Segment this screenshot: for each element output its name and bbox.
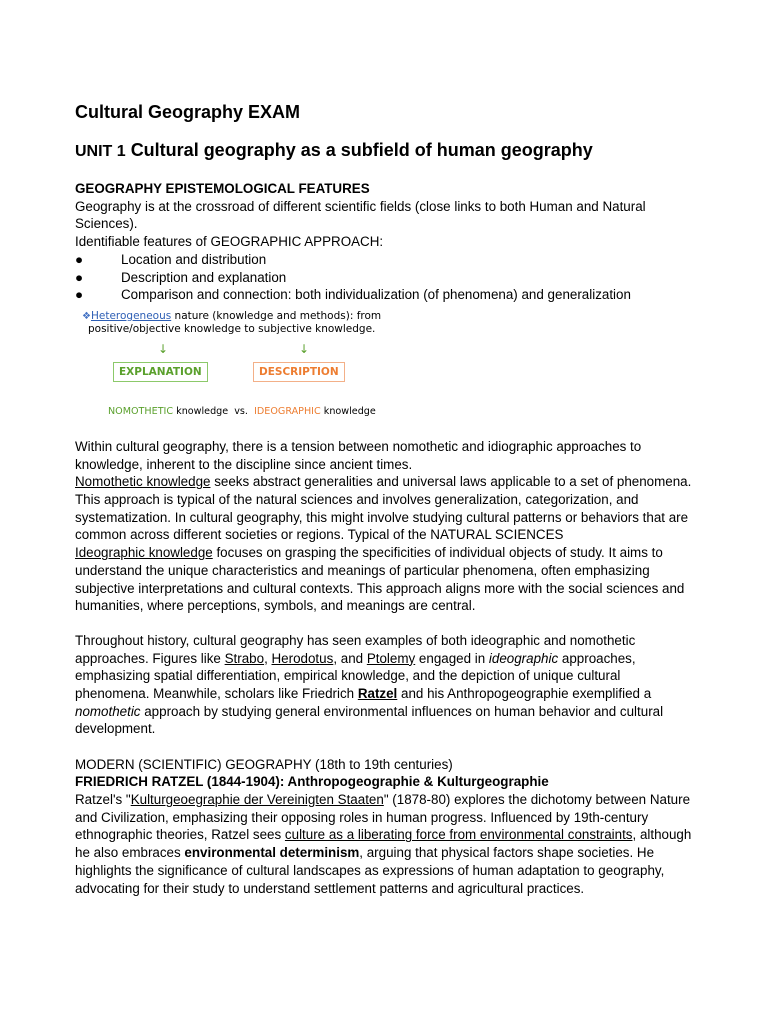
history-text: , [264,650,272,666]
knowledge-label: knowledge [320,405,376,417]
nomothetic-description: seeks abstract generalities and universal laws applicable to a set of phenomena. This approach is typical of the natural sciences and involves generalization, categorization, and systematization. In cultural geography, this might involve studying cultural patterns or behaviors that are common across different societies or regions. Typical of the NATURAL SCIENCES [75,474,692,543]
ratzel-text: , arguing that physical factors shape societies. He highlights the significance of cultural landscapes as expressions of human adaptation to geography, advocating for their study to understand settlement patterns and agricultural practices. [75,845,665,896]
section-heading-modern: MODERN (SCIENTIFIC) GEOGRAPHY (18th to 19th centuries) [75,756,453,772]
history-text: approaches, emphasizing spatial differentiation, empirical knowledge, and the depiction of unique cultural phenomena. Meanwhile, scholars like Friedrich [75,650,636,702]
knowledge-vs-label: knowledge vs. [173,405,255,417]
explanation-box: EXPLANATION [113,362,208,382]
diagram-caption-rest: nature (knowledge and methods): from [171,309,382,322]
paragraph-nomothetic [75,473,697,544]
arrow-down-icon: ↓ [158,341,169,356]
work-title: Kulturgeoegraphie der Vereinigten Staaten [130,792,384,808]
ratzel-text: , although he also embraces [75,827,692,861]
paragraph-tension: Within cultural geography, there is a tension between nomothetic and idiographic approaches to knowledge, inherent to the discipline since ancient times. [75,438,642,472]
history-text: approach by studying general environmental influences on human behavior and cultural development. [75,703,664,737]
ratzel-name: Ratzel [357,686,398,702]
spacer [75,615,697,632]
bullet-icon: ● [75,251,84,267]
diagram-caption-line2: positive/objective knowledge to subjective knowledge. [88,322,376,335]
list-item-text: Location and distribution [121,251,267,267]
unit-heading [75,138,697,164]
ratzel-text: Ratzel's " [75,792,131,808]
history-text: and his Anthropogeographie exemplified a [397,686,652,702]
document-content [75,100,697,897]
nomothetic-term: Nomothetic knowledge [75,474,211,490]
culture-phrase: culture as a liberating force from environmental constraints [284,827,633,843]
list-item [75,269,697,287]
diagram-comparison-line [108,406,376,418]
strabo-name: Strabo [224,650,265,666]
diagram-caption-line1 [82,310,381,323]
arrow-down-icon: ↓ [299,341,310,356]
list-item-text: Comparison and connection: both individualization (of phenomena) and generalization [121,287,631,303]
heterogeneous-term: Heterogeneous [90,309,172,322]
bullet-icon: ● [75,287,84,303]
ratzel-subheading: FRIEDRICH RATZEL (1844-1904): Anthropogeographie & Kulturgeographie [75,774,549,790]
ideographic-term: Ideographic knowledge [75,545,213,561]
paragraph-ideographic [75,544,697,615]
ideographic-label: IDEOGRAPHIC [254,405,321,417]
paragraph-features-intro: Identifiable features of GEOGRAPHIC APPROACH: [75,234,384,250]
document-title: Cultural Geography EXAM [75,102,301,122]
bullet-icon: ● [75,269,84,285]
paragraph-crossroad: Geography is at the crossroad of different scientific fields (close links to both Human and Natural Sciences). [75,198,646,232]
ideographic-description: focuses on grasping the specificities of individual objects of study. It aims to understand the unique characteristics and meanings of particular phenomena, often emphasizing subjective interpretations and cultural contexts. This approach aligns more with the social sciences and humanities, where perceptions, symbols, and meanings are central. [75,545,685,614]
spacer [75,738,697,756]
unit-title: Cultural geography as a subfield of human geography [130,140,593,160]
history-text: engaged in [415,650,489,666]
paragraph-history [75,632,697,738]
ptolemy-name: Ptolemy [366,650,416,666]
list-item-text: Description and explanation [121,269,287,285]
features-list [75,251,697,304]
unit-number: UNIT 1 [75,143,126,160]
section-heading-epistemological: GEOGRAPHY EPISTEMOLOGICAL FEATURES [75,181,370,196]
diamond-bullet-icon: ❖ [82,310,91,322]
description-box: DESCRIPTION [253,362,345,382]
knowledge-diagram [78,310,408,428]
list-item [75,286,697,304]
paragraph-ratzel [75,791,697,897]
herodotus-name: Herodotus [271,650,334,666]
nomothetic-label: NOMOTHETIC [108,405,174,417]
history-text: Throughout history, cultural geography has seen examples of both ideographic and nomothetic approaches. Figures like [75,632,636,666]
list-item [75,251,697,269]
ratzel-text: " (1878-80) explores the dichotomy between Nature and Civilization, emphasizing their opposing roles in human progress. Influenced by 19th-century ethnographic theories, Ratzel sees [75,792,691,843]
environmental-determinism-term: environmental determinism [184,845,360,861]
nomothetic-emphasis: nomothetic [75,703,141,719]
ideographic-emphasis: ideographic [488,650,559,666]
history-text: , and [333,650,367,666]
